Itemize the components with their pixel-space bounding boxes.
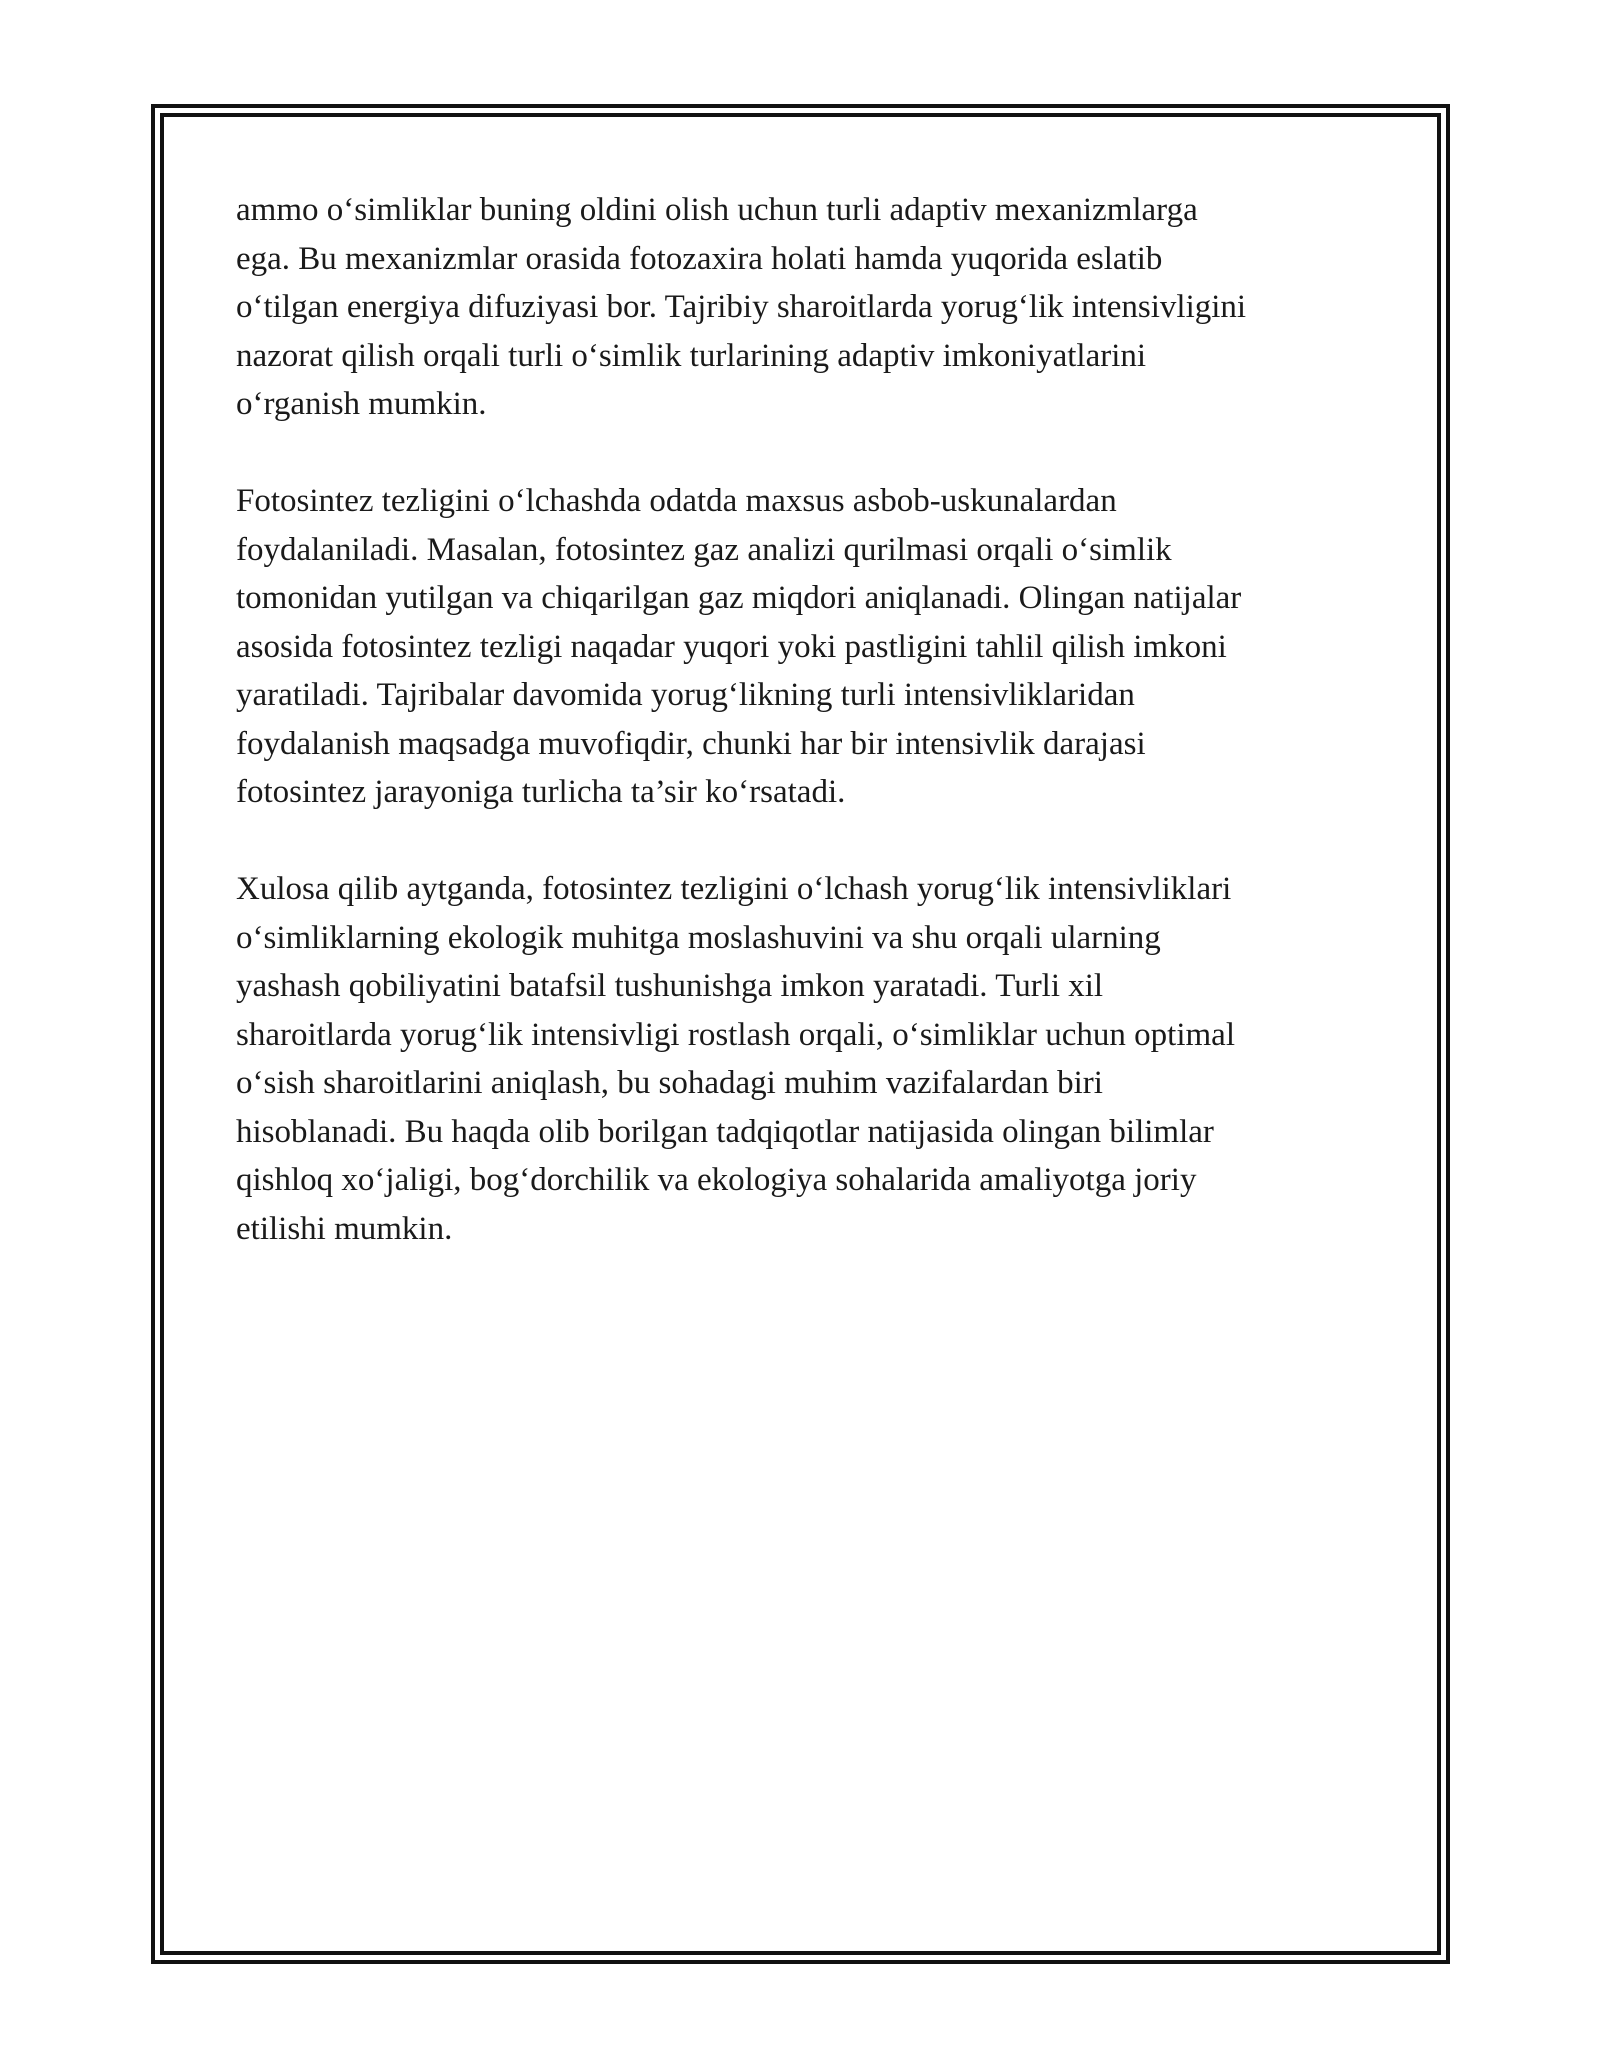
text-line: yashash qobiliyatini batafsil tushunishga imkon yaratadi. Turli xil [236, 968, 1104, 1004]
text-line: qishloq xo‘jaligi, bog‘dorchilik va ekologiya sohalarida amaliyotga joriy [236, 1162, 1197, 1198]
text-line: o‘sish sharoitlarini aniqlash, bu sohadagi muhim vazifalardan biri [236, 1065, 1103, 1101]
text-line: nazorat qilish orqali turli o‘simlik turlarining adaptiv imkoniyatlarini [236, 337, 1147, 374]
paragraph-1 [236, 186, 1376, 429]
text-line: ega. Bu mexanizmlar orasida fotozaxira holati hamda yuqorida eslatib [236, 240, 1163, 277]
text-line: o‘simliklarning ekologik muhitga moslashuvini va shu orqali ularning [236, 919, 1161, 956]
text-line: o‘rganish mumkin. [236, 386, 487, 422]
text-line: o‘tilgan energiya difuziyasi bor. Tajribiy sharoitlarda yorug‘lik intensivligini [236, 289, 1247, 325]
text-line: etilishi mumkin. [236, 1210, 453, 1247]
document-body [236, 186, 1376, 1302]
text-line: ammo o‘simliklar buning oldini olish uchun turli adaptiv mexanizmlarga [236, 192, 1198, 228]
text-line: yaratiladi. Tajribalar davomida yorug‘likning turli intensivliklaridan [236, 677, 1135, 713]
text-line: asosida fotosintez tezligi naqadar yuqori yoki pastligini tahlil qilish imkoni [236, 628, 1227, 665]
text-line: tomonidan yutilgan va chiqarilgan gaz miqdori aniqlanadi. Olingan natijalar [236, 580, 1242, 616]
paragraph-3 [236, 865, 1376, 1253]
text-line: foydalanish maqsadga muvofiqdir, chunki har bir intensivlik darajasi [236, 725, 1146, 762]
paragraph-2 [236, 477, 1376, 817]
text-line: Xulosa qilib aytganda, fotosintez tezligini o‘lchash yorug‘lik intensivliklari [236, 871, 1232, 907]
text-line: sharoitlarda yorug‘lik intensivligi rostlash orqali, o‘simliklar uchun optimal [236, 1016, 1235, 1053]
text-line: foydalaniladi. Masalan, fotosintez gaz analizi qurilmasi orqali o‘simlik [236, 531, 1172, 568]
text-line: Fotosintez tezligini o‘lchashda odatda maxsus asbob-uskunalardan [236, 483, 1117, 519]
text-line: fotosintez jarayoniga turlicha ta’sir ko‘rsatadi. [236, 774, 846, 810]
text-line: hisoblanadi. Bu haqda olib borilgan tadqiqotlar natijasida olingan bilimlar [236, 1113, 1214, 1150]
